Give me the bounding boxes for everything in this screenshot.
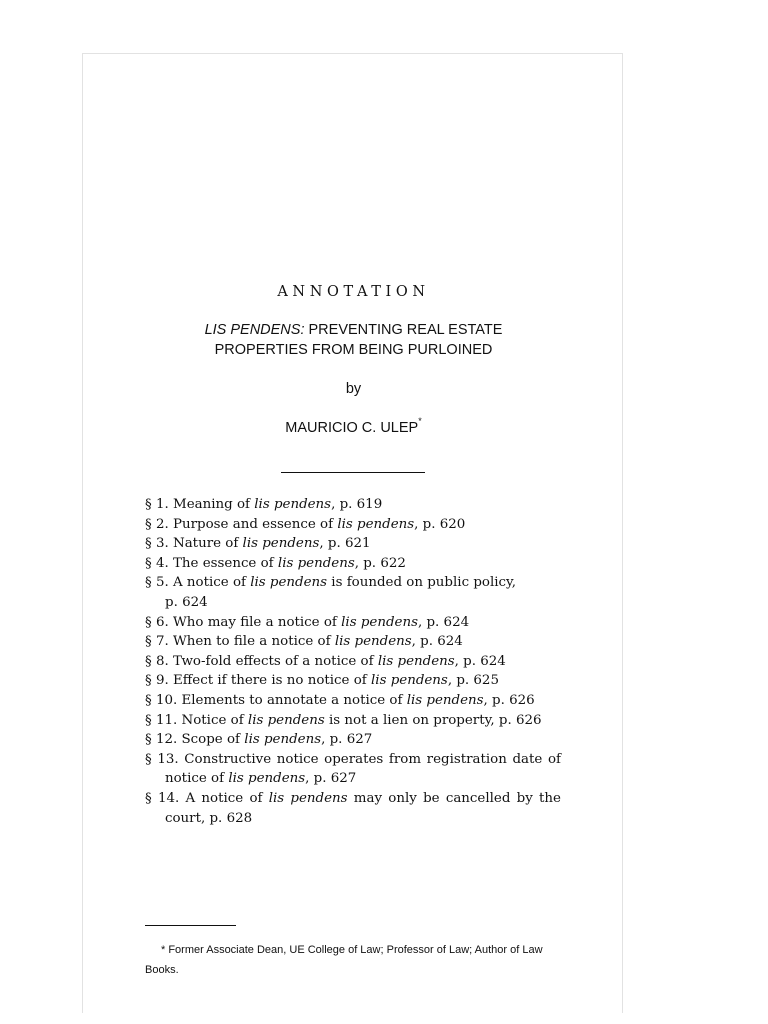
toc-item-italic: lis pendens <box>337 516 415 532</box>
title-italic: LIS PENDENS: <box>204 322 305 338</box>
toc-item-text: § 10. Elements to annotate a notice of <box>145 692 407 708</box>
toc-item-page: , p. 624 <box>454 653 506 669</box>
title-line-1 <box>83 320 624 340</box>
toc-item-italic: lis pendens <box>242 536 320 552</box>
toc-item <box>145 730 561 750</box>
footnote: * Former Associate Dean, UE College of Law; Professor of Law; Author of Law Books. <box>145 944 543 976</box>
toc-item-page: , p. 621 <box>319 536 371 552</box>
toc-item-page-continued: p. 624 <box>165 594 208 610</box>
toc-item-text: § 11. Notice of <box>145 712 248 728</box>
toc-item <box>145 613 561 633</box>
toc-item-text: § 1. Meaning of <box>145 497 255 512</box>
toc-item-page: is founded on public policy, <box>327 575 517 591</box>
author <box>83 418 624 436</box>
article-title <box>83 320 624 360</box>
toc-item-italic: lis pendens <box>244 732 322 748</box>
footnote-divider <box>145 925 236 926</box>
toc-item <box>145 711 561 731</box>
toc-item-text: § 9. Effect if there is no notice of <box>145 673 371 689</box>
toc-item-text: § 2. Purpose and essence of <box>145 516 338 532</box>
toc-item-text: § 3. Nature of <box>145 536 243 552</box>
toc-item-page: , p. 624 <box>411 634 463 650</box>
toc-item <box>145 691 561 711</box>
toc-item-page: , p. 627 <box>321 732 373 748</box>
toc-item-text: § 14. A notice of <box>145 790 269 806</box>
toc-item-italic: lis pendens <box>250 575 328 591</box>
toc-item <box>145 515 561 535</box>
toc-item <box>145 652 561 672</box>
title-line-2: PROPERTIES FROM BEING PURLOINED <box>214 342 493 358</box>
toc-item-page: , p. 626 <box>483 692 535 708</box>
toc-item <box>145 573 561 612</box>
toc-item-italic: lis pendens <box>334 634 412 650</box>
toc-item-italic: lis pendens <box>228 771 306 787</box>
toc-item-text: § 12. Scope of <box>145 732 245 748</box>
toc-item <box>145 789 561 828</box>
toc-item-page: , p. 619 <box>331 497 383 512</box>
toc-item <box>145 495 561 515</box>
toc-item-italic: lis pendens <box>254 497 332 512</box>
toc-item-page: , p. 620 <box>414 516 466 532</box>
toc-item-italic: lis pendens <box>377 653 455 669</box>
toc-item-text: § 8. Two-fold effects of a notice of <box>145 653 378 669</box>
toc-item-italic: lis pendens <box>371 673 448 689</box>
toc-item-page: , p. 622 <box>354 555 406 571</box>
byline: by <box>345 381 362 397</box>
toc-item-text: § 4. The essence of <box>145 555 278 571</box>
toc-item-italic: lis pendens <box>341 614 418 630</box>
toc-item-page: may only be cancelled by the court, p. 628 <box>165 790 561 826</box>
toc-item-italic: lis pendens <box>247 712 325 728</box>
toc-item-italic: lis pendens <box>406 692 484 708</box>
toc-item <box>145 534 561 554</box>
toc-item-text: § 7. When to file a notice of <box>145 634 335 650</box>
toc-item-text: § 6. Who may file a notice of <box>145 614 342 630</box>
toc-item-text: § 5. A notice of <box>145 575 251 591</box>
toc-item-italic: lis pendens <box>277 555 355 571</box>
title-line-1-rest: PREVENTING REAL ESTATE <box>304 322 503 338</box>
toc-item-italic: lis pendens <box>268 790 348 806</box>
toc-item-text: § 13. Constructive notice operates from registration date of notice of <box>145 751 561 787</box>
document-page <box>82 53 623 1013</box>
toc-item-page: , p. 624 <box>417 614 470 630</box>
author-name: MAURICIO C. ULEP <box>285 419 419 436</box>
footnote-mark: * <box>418 416 422 426</box>
annotation-heading: ANNOTATION <box>277 284 430 300</box>
toc-item-page: is not a lien on property, p. 626 <box>324 712 542 728</box>
title-divider <box>281 472 425 473</box>
toc-item <box>145 632 561 652</box>
toc-item <box>145 750 561 789</box>
toc-item <box>145 671 561 691</box>
toc-item-page: , p. 625 <box>447 673 499 689</box>
toc-item <box>145 554 561 574</box>
table-of-contents <box>145 495 561 828</box>
toc-item-page: , p. 627 <box>305 771 357 787</box>
